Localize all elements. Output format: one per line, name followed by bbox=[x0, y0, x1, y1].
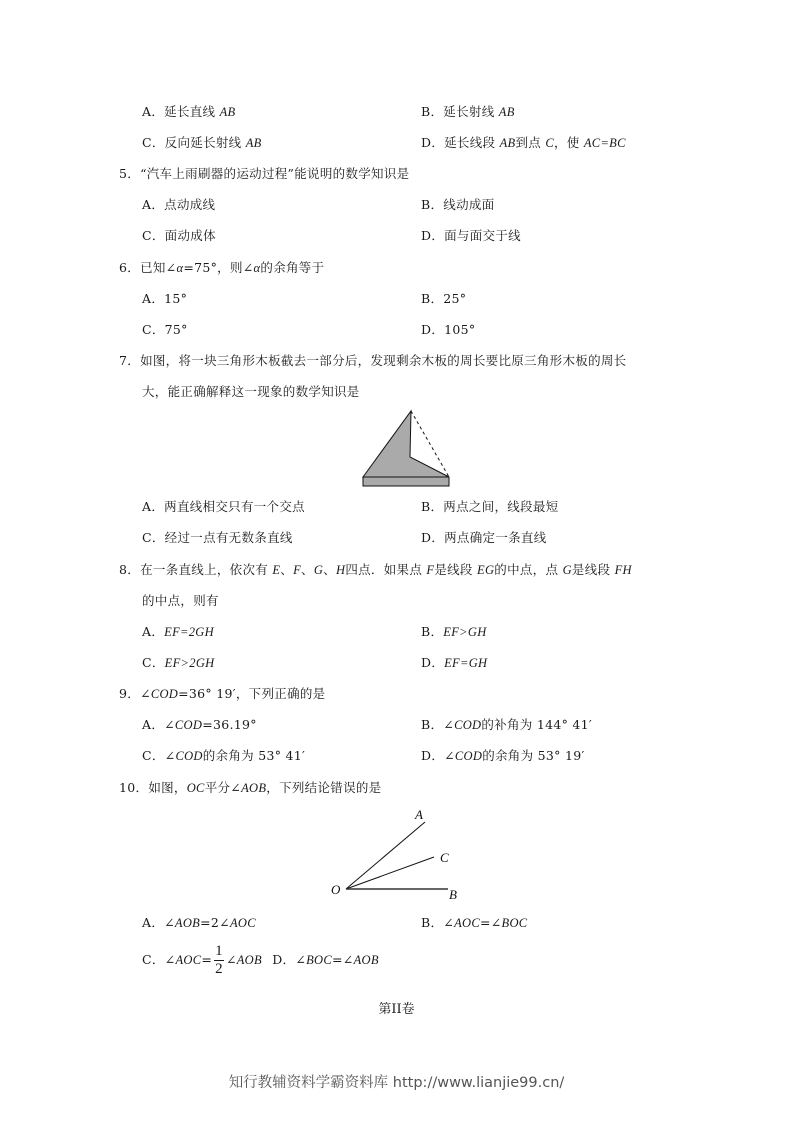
option-text: = bbox=[201, 952, 213, 967]
option-label: D． bbox=[272, 952, 296, 967]
question-text: 在一条直线上，依次有 bbox=[140, 562, 273, 577]
label-c: C bbox=[440, 850, 449, 865]
question-number: 9． bbox=[119, 686, 141, 701]
option-text: =36.19° bbox=[202, 717, 257, 732]
option-math: EF>2GH bbox=[164, 656, 215, 670]
option-label: B． bbox=[421, 104, 444, 119]
option-math: BOC bbox=[501, 916, 528, 930]
option-label: D． bbox=[421, 530, 445, 545]
option-math: C bbox=[545, 136, 554, 150]
option-text: 的余角为 53° 41′ bbox=[202, 748, 306, 763]
question-text: 的余角等于 bbox=[260, 260, 325, 275]
option-text: ∠ bbox=[443, 915, 455, 930]
option-math: AOB bbox=[236, 953, 262, 967]
option-label: A． bbox=[142, 717, 165, 732]
option-text: ∠ bbox=[164, 748, 176, 763]
label-b: B bbox=[449, 887, 457, 902]
question-text: 、 bbox=[301, 562, 314, 577]
option-math: AOC bbox=[175, 953, 202, 967]
question-text: 是线段 bbox=[571, 562, 615, 577]
option-label: D． bbox=[421, 748, 445, 763]
option-label: B． bbox=[421, 717, 444, 732]
question-math: α bbox=[176, 261, 184, 275]
option-text: ∠ bbox=[225, 952, 237, 967]
option-label: B． bbox=[421, 624, 444, 639]
question-number: 6． bbox=[119, 260, 141, 275]
option-label: A． bbox=[142, 499, 165, 514]
option-text: 点动成线 bbox=[164, 197, 216, 212]
option-math: AB bbox=[219, 105, 236, 119]
question-number: 5． bbox=[119, 166, 141, 181]
question-math: H bbox=[335, 563, 346, 577]
option-text: 两点之间，线段最短 bbox=[443, 499, 559, 514]
option-text: =∠ bbox=[332, 952, 354, 967]
question-math: OC bbox=[186, 781, 205, 795]
option-text: ∠ bbox=[164, 717, 175, 732]
option-label: B． bbox=[421, 291, 444, 306]
option-text: 105° bbox=[444, 322, 476, 337]
option-math: EF=GH bbox=[444, 656, 488, 670]
question-number: 7． bbox=[119, 353, 141, 368]
q10-option-c-and-d bbox=[142, 941, 379, 979]
footer-watermark: 知行教辅资料学霸资料库 http://www.lianjie99.cn/ bbox=[228, 1075, 565, 1091]
option-math: EF>GH bbox=[443, 625, 487, 639]
option-label: D． bbox=[421, 228, 445, 243]
option-math: AOC bbox=[454, 916, 480, 930]
option-math: COD bbox=[174, 718, 203, 732]
option-text: ∠ bbox=[164, 952, 176, 967]
question-text: 平分∠ bbox=[204, 780, 242, 795]
question-text: 已知∠ bbox=[140, 260, 177, 275]
option-text: =∠ bbox=[479, 915, 502, 930]
option-text: 两点确定一条直线 bbox=[444, 530, 547, 545]
ray-oc bbox=[346, 857, 434, 889]
option-label: A． bbox=[142, 104, 165, 119]
option-label: B． bbox=[421, 197, 444, 212]
option-math: AOB bbox=[174, 916, 201, 930]
ray-oa bbox=[346, 822, 425, 889]
question-math: α bbox=[253, 261, 261, 275]
question-text: 如图，将一块三角形木板截去一部分后，发现剩余木板的周长要比原三角形木板的周长 bbox=[140, 353, 627, 368]
question-math: F bbox=[293, 563, 302, 577]
fraction-denominator: 2 bbox=[215, 961, 223, 977]
option-text: 面与面交于线 bbox=[444, 228, 521, 243]
question-text: 是线段 bbox=[434, 562, 478, 577]
option-label: B． bbox=[421, 915, 444, 930]
label-a: A bbox=[415, 807, 423, 822]
question-text: =36° 19′，下列正确的是 bbox=[178, 686, 326, 701]
option-text: ∠ bbox=[443, 717, 455, 732]
option-math: COD bbox=[175, 749, 203, 763]
option-label: A． bbox=[142, 915, 165, 930]
option-text: 到点 bbox=[515, 135, 546, 150]
question-number: 10． bbox=[119, 780, 149, 795]
option-label: C． bbox=[142, 228, 165, 243]
option-text: 延长射线 bbox=[443, 104, 499, 119]
option-text: =2∠ bbox=[200, 915, 230, 930]
question-math: G bbox=[313, 563, 324, 577]
question-math: FH bbox=[614, 563, 632, 577]
question-text: ∠ bbox=[140, 686, 151, 701]
option-math: COD bbox=[454, 718, 482, 732]
q8-stem-line2: 的中点，则有 bbox=[142, 593, 219, 608]
question-math: AOB bbox=[241, 781, 267, 795]
question-text: 如图， bbox=[148, 780, 187, 795]
question-math: EG bbox=[477, 563, 495, 577]
option-label: C． bbox=[142, 135, 165, 150]
option-label: D． bbox=[421, 322, 445, 337]
option-text: 两直线相交只有一个交点 bbox=[164, 499, 305, 514]
question-text: 、 bbox=[280, 562, 294, 577]
option-label: D． bbox=[421, 655, 445, 670]
q10-option-a bbox=[142, 915, 256, 931]
option-label: C． bbox=[142, 322, 165, 337]
option-text: 线动成面 bbox=[443, 197, 495, 212]
option-math: AC=BC bbox=[583, 136, 626, 150]
option-text: ∠ bbox=[444, 748, 455, 763]
fraction-one-half bbox=[214, 943, 224, 978]
question-math: E bbox=[272, 563, 281, 577]
question-math: G bbox=[562, 563, 572, 577]
option-text: ∠ bbox=[164, 915, 175, 930]
option-label: C． bbox=[142, 748, 165, 763]
option-text: 25° bbox=[443, 291, 467, 306]
option-text: ∠ bbox=[295, 952, 307, 967]
section-title: 第II卷 bbox=[378, 1002, 415, 1017]
option-math: AOB bbox=[353, 953, 379, 967]
option-text: 经过一点有无数条直线 bbox=[164, 530, 293, 545]
option-math: AOC bbox=[229, 916, 256, 930]
option-math: BOC bbox=[306, 953, 333, 967]
option-text: 面动成体 bbox=[164, 228, 216, 243]
option-text: 的余角为 53° 19′ bbox=[482, 748, 585, 763]
option-text: 的补角为 144° 41′ bbox=[481, 717, 593, 732]
option-math: EF=2GH bbox=[164, 625, 214, 639]
q7-stem-line2: 大，能正确解释这一现象的数学知识是 bbox=[142, 384, 360, 399]
option-label: B． bbox=[421, 499, 444, 514]
label-o: O bbox=[331, 882, 341, 897]
question-text: 、 bbox=[323, 562, 336, 577]
question-number: 8． bbox=[119, 562, 141, 577]
option-text: ，使 bbox=[554, 135, 584, 150]
option-math: COD bbox=[454, 749, 483, 763]
option-label: C． bbox=[142, 952, 165, 967]
option-text: 延长直线 bbox=[164, 104, 220, 119]
fraction-numerator: 1 bbox=[215, 943, 223, 959]
option-label: A． bbox=[142, 291, 165, 306]
option-math: AB bbox=[499, 136, 516, 150]
question-text: “汽车上雨刷器的运动过程”能说明的数学知识是 bbox=[140, 166, 410, 181]
option-label: C． bbox=[142, 655, 165, 670]
option-math: AB bbox=[245, 136, 262, 150]
option-text: 反向延长射线 bbox=[164, 135, 246, 150]
question-text: 的中点，点 bbox=[494, 562, 563, 577]
option-label: A． bbox=[142, 624, 165, 639]
option-text: 15° bbox=[164, 291, 188, 306]
option-text: 延长线段 bbox=[444, 135, 500, 150]
question-text: =75°，则∠ bbox=[183, 260, 254, 275]
question-math: COD bbox=[150, 687, 179, 701]
option-math: AB bbox=[498, 105, 515, 119]
option-label: A． bbox=[142, 197, 165, 212]
question-text: ，下列结论错误的是 bbox=[266, 780, 382, 795]
question-text: 四点．如果点 bbox=[345, 562, 427, 577]
option-label: C． bbox=[142, 530, 165, 545]
option-text: 75° bbox=[164, 322, 188, 337]
question-math: F bbox=[426, 563, 435, 577]
option-label: D． bbox=[421, 135, 445, 150]
q10-option-b bbox=[421, 915, 527, 931]
